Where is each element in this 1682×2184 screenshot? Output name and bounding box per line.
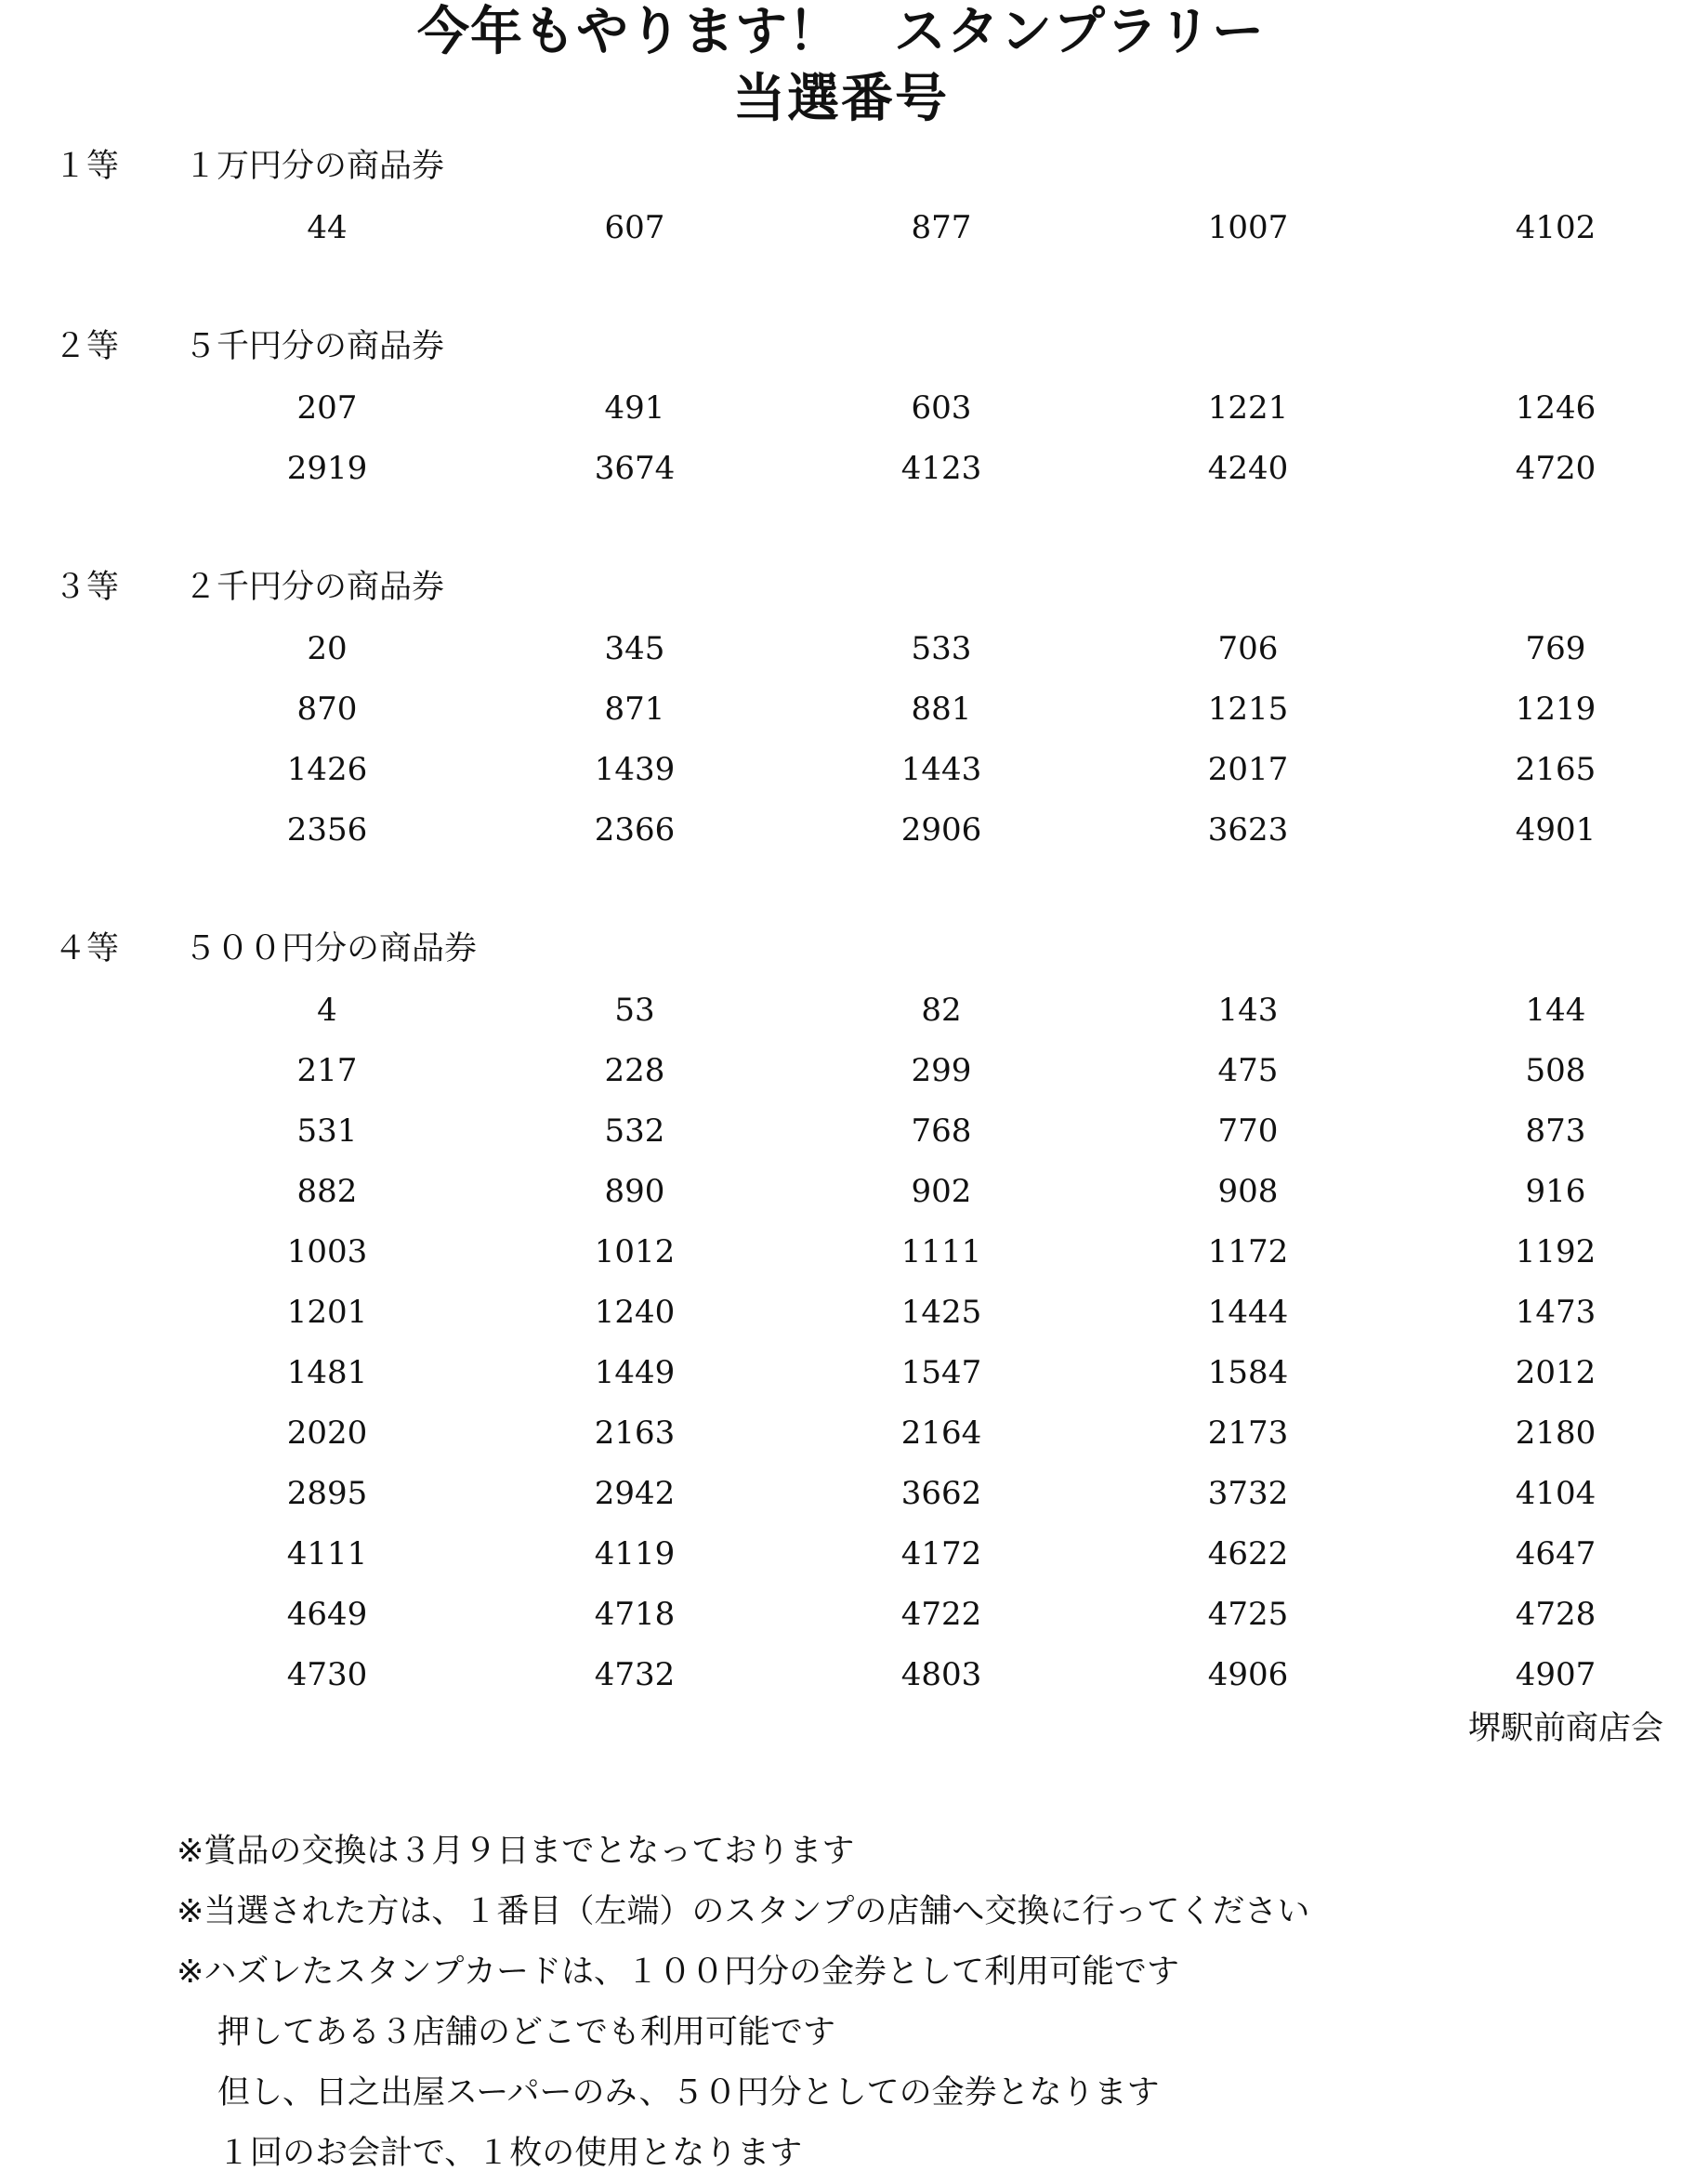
winning-number: 3623 <box>1207 811 1289 849</box>
note-line: 押してある３店舗のどこでも利用可能です <box>217 2014 836 2051</box>
winning-number: 20 <box>307 630 348 667</box>
winning-number: 1007 <box>1207 209 1289 246</box>
winning-number: 877 <box>911 209 972 246</box>
winning-numbers-row <box>0 1283 1682 1342</box>
winning-number: 1444 <box>1207 1294 1289 1331</box>
winning-number: 3732 <box>1207 1475 1289 1512</box>
winning-number: 475 <box>1217 1052 1279 1089</box>
note-line: １回のお会計で、１枚の使用となります <box>217 2135 803 2172</box>
winning-numbers-row <box>0 1101 1682 1161</box>
notes-section <box>177 1822 1309 2184</box>
winning-number: 1172 <box>1207 1233 1289 1270</box>
winning-number: 770 <box>1217 1112 1279 1150</box>
winning-number: 1443 <box>900 751 982 788</box>
winning-number: 902 <box>911 1173 972 1210</box>
winning-number: 4718 <box>594 1596 676 1633</box>
winning-number: 2906 <box>900 811 982 849</box>
winning-number: 871 <box>604 691 665 728</box>
winning-number: 53 <box>614 992 655 1029</box>
winning-number: 2164 <box>900 1414 982 1452</box>
winning-number: 769 <box>1525 630 1586 667</box>
winning-number: 1219 <box>1515 691 1597 728</box>
note-line: ※当選された方は、１番目（左端）のスタンプの店舗へ交換に行ってください <box>177 1893 1310 1930</box>
winning-number: 4728 <box>1515 1596 1597 1633</box>
prize-description: ５００円分の商品券 <box>184 930 478 967</box>
winning-number: 4172 <box>900 1535 982 1572</box>
winning-numbers-row <box>0 1524 1682 1584</box>
page-subtitle: 当選番号 <box>733 69 949 129</box>
winning-number: 1425 <box>900 1294 982 1331</box>
prize-description: ５千円分の商品券 <box>184 328 445 365</box>
winning-number: 4730 <box>286 1656 368 1693</box>
winning-number: 491 <box>604 389 665 427</box>
winning-numbers-row <box>0 679 1682 739</box>
winning-number: 345 <box>604 630 665 667</box>
winning-number: 2895 <box>286 1475 368 1512</box>
prize-rank: ４等 <box>54 930 120 967</box>
winning-number: 1192 <box>1515 1233 1597 1270</box>
winning-numbers-row <box>0 1222 1682 1282</box>
winning-number: 4720 <box>1515 450 1597 487</box>
winning-number: 2012 <box>1515 1354 1597 1391</box>
winning-number: 1221 <box>1207 389 1289 427</box>
winning-number: 4725 <box>1207 1596 1289 1633</box>
winning-number: 873 <box>1525 1112 1586 1150</box>
winning-number: 1481 <box>286 1354 368 1391</box>
winning-number: 143 <box>1217 992 1279 1029</box>
winning-number: 1449 <box>594 1354 676 1391</box>
winning-number: 144 <box>1525 992 1586 1029</box>
winning-number: 1426 <box>286 751 368 788</box>
note-line: 但し、日之出屋スーパーのみ、５０円分としての金券となります <box>217 2074 1160 2112</box>
winning-number: 1012 <box>594 1233 676 1270</box>
winning-numbers-row <box>0 800 1682 860</box>
winning-number: 2173 <box>1207 1414 1289 1452</box>
winning-number: 531 <box>296 1112 358 1150</box>
winning-numbers-row <box>0 1585 1682 1644</box>
winning-number: 1584 <box>1207 1354 1289 1391</box>
prize-description: １万円分の商品券 <box>184 148 445 185</box>
winning-numbers-row <box>0 1464 1682 1523</box>
winning-number: 4622 <box>1207 1535 1289 1572</box>
winning-number: 916 <box>1525 1173 1586 1210</box>
winning-number: 533 <box>911 630 972 667</box>
winning-number: 3674 <box>594 450 676 487</box>
page-title: 今年もやります！ スタンプラリー <box>417 2 1265 62</box>
winning-number: 2163 <box>594 1414 676 1452</box>
winning-number: 1547 <box>900 1354 982 1391</box>
winning-numbers-row <box>0 740 1682 799</box>
prize-rank: １等 <box>54 148 120 185</box>
winning-number: 2942 <box>594 1475 676 1512</box>
winning-numbers-row <box>0 378 1682 438</box>
winning-number: 2366 <box>594 811 676 849</box>
winning-number: 2020 <box>286 1414 368 1452</box>
winning-number: 706 <box>1217 630 1279 667</box>
winning-numbers-row <box>0 1645 1682 1704</box>
winning-number: 2919 <box>286 450 368 487</box>
winning-number: 3662 <box>900 1475 982 1512</box>
winning-number: 207 <box>296 389 358 427</box>
winning-number: 2165 <box>1515 751 1597 788</box>
winning-number: 217 <box>296 1052 358 1089</box>
organizer-name: 堺駅前商店会 <box>1467 1710 1663 1747</box>
winning-number: 4102 <box>1515 209 1597 246</box>
winning-number: 4649 <box>286 1596 368 1633</box>
winning-number: 2180 <box>1515 1414 1597 1452</box>
winning-number: 890 <box>604 1173 665 1210</box>
winning-number: 532 <box>604 1112 665 1150</box>
prize-description: ２千円分の商品券 <box>184 569 445 606</box>
winning-number: 4907 <box>1515 1656 1597 1693</box>
winning-numbers-row <box>0 198 1682 257</box>
winning-number: 603 <box>911 389 972 427</box>
winning-number: 4722 <box>900 1596 982 1633</box>
winning-number: 1240 <box>594 1294 676 1331</box>
winning-numbers-row <box>0 1041 1682 1100</box>
winning-numbers-row <box>0 1162 1682 1221</box>
winning-number: 299 <box>911 1052 972 1089</box>
winning-number: 4 <box>317 992 337 1029</box>
winning-number: 82 <box>921 992 962 1029</box>
winning-number: 1111 <box>900 1233 982 1270</box>
winning-numbers-row <box>0 619 1682 678</box>
winning-number: 881 <box>911 691 972 728</box>
winning-number: 1215 <box>1207 691 1289 728</box>
winning-number: 2356 <box>286 811 368 849</box>
winning-number: 1246 <box>1515 389 1597 427</box>
winning-numbers-row <box>0 439 1682 498</box>
winning-number: 607 <box>604 209 665 246</box>
winning-number: 4104 <box>1515 1475 1597 1512</box>
winning-number: 4123 <box>900 450 982 487</box>
winning-number: 4732 <box>594 1656 676 1693</box>
winning-number: 1201 <box>286 1294 368 1331</box>
winning-number: 4111 <box>286 1535 368 1572</box>
winning-number: 1473 <box>1515 1294 1597 1331</box>
winning-number: 4647 <box>1515 1535 1597 1572</box>
note-line: ※ハズレたスタンプカードは、１００円分の金券として利用可能です <box>177 1954 1179 1991</box>
winning-number: 2017 <box>1207 751 1289 788</box>
winning-number: 870 <box>296 691 358 728</box>
winning-number: 4906 <box>1207 1656 1289 1693</box>
winning-number: 4901 <box>1515 811 1597 849</box>
winning-numbers-row <box>0 980 1682 1040</box>
winning-numbers-row <box>0 1343 1682 1402</box>
prize-rank: ２等 <box>54 328 120 365</box>
winning-number: 1439 <box>594 751 676 788</box>
winning-number: 44 <box>307 209 348 246</box>
winning-number: 228 <box>604 1052 665 1089</box>
winning-number: 4240 <box>1207 450 1289 487</box>
winning-number: 882 <box>296 1173 358 1210</box>
winning-number: 908 <box>1217 1173 1279 1210</box>
winning-number: 4119 <box>594 1535 676 1572</box>
winning-numbers-row <box>0 1403 1682 1463</box>
winning-number: 508 <box>1525 1052 1586 1089</box>
winning-number: 768 <box>911 1112 972 1150</box>
note-line: ※賞品の交換は３月９日までとなっております <box>177 1833 855 1870</box>
prize-rank: ３等 <box>54 569 120 606</box>
winning-number: 4803 <box>900 1656 982 1693</box>
winning-number: 1003 <box>286 1233 368 1270</box>
